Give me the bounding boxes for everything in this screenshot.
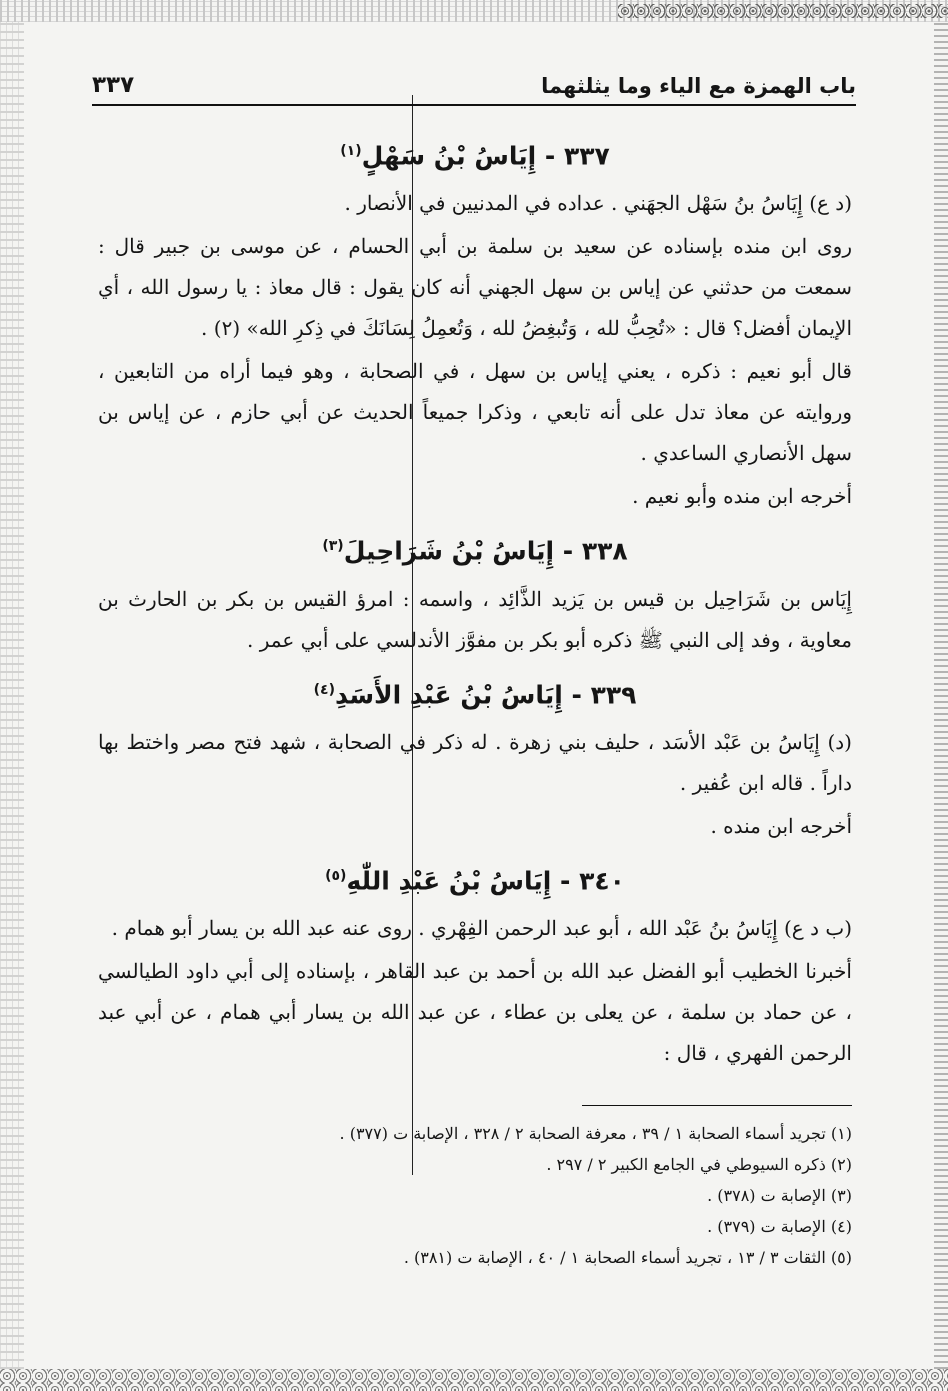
footnote: (٣) الإصابة ت (٣٧٨) . [707, 1186, 852, 1205]
chapter-title: باب الهمزة مع الياء وما يثلثهما [541, 74, 856, 98]
entry-338 [98, 527, 852, 660]
page-body [98, 122, 852, 1076]
paragraph: (د ع) إِيَاسُ بنُ سَهْل الجهَني . عداده في المدنيين في الأنصار . [344, 191, 852, 216]
footnote-separator [582, 1105, 852, 1106]
paragraph: قال أبو نعيم : ذكره ، يعني إياس بن سهل ، في الصحابة ، وهو فيما أراه من التابعين ، وروايته عن معاذ تدل على أنه تابعي ، وذكرا جميعاً الحديث عن أبي حازم ، عن إياس بن سهل الأنصاري الساعدي . [98, 359, 852, 466]
entry-heading: ٣٣٨ - إِيَاسُ بْنُ شَرَاحِيلَ [343, 536, 628, 566]
entry-title [98, 671, 852, 714]
entry-337 [98, 132, 852, 517]
footnote-ref: (١) [340, 143, 362, 159]
paragraph: إِيَاس بن شَرَاحِيل بن قيس بن يَزيد الذَّائِد ، واسمه : امرؤ القيس بن بكر بن الحارث بن معاوية ، وفد إلى النبي ﷺ ذكره أبو بكر بن مفوَّز الأندلسي على أبي عمر . [98, 586, 852, 652]
entry-title [98, 527, 852, 570]
entry-title [98, 857, 852, 900]
decorative-bottom-border [0, 1369, 948, 1391]
running-header [92, 70, 856, 106]
footnote: (٢) ذكره السيوطي في الجامع الكبير ٢ / ٢٩٧ . [546, 1155, 852, 1174]
footnote: (١) تجريد أسماء الصحابة ١ / ٣٩ ، معرفة الصحابة ٢ / ٣٢٨ ، الإصابة ت (٣٧٧) . [339, 1124, 852, 1143]
entry-340 [98, 857, 852, 1074]
paragraph: (ب د ع) إِيَاسُ بنُ عَبْد الله ، أبو عبد الرحمن الفِهْري . روى عنه عبد الله بن يسار أبو همام . [111, 916, 852, 941]
entry-heading: ٣٣٩ - إِيَاسُ بْنُ عَبْدِ الأَسَدِ [335, 679, 637, 709]
entry-heading: ٣٤٠ - إِيَاسُ بْنُ عَبْدِ اللّٰهِ [346, 866, 625, 896]
footnote-ref: (٤) [313, 681, 335, 698]
decorative-right-border [934, 22, 948, 1369]
paragraph: روى ابن منده بإسناده عن سعيد بن سلمة بن أبي الحسام ، عن موسى بن جبير قال : سمعت من حدثني عن إياس بن سهل الجهني أنه كان يقول : قال معاذ : يا رسول الله ، أي الإيمان أفضل؟ قال : «تُحِبُّ لله ، وَتُبغِضُ لله ، وَتُعمِلُ لِسَانَكَ في ذِكرِ الله» (٢) . [98, 234, 852, 341]
page-number: ٣٣٧ [92, 72, 135, 98]
footnote: (٤) الإصابة ت (٣٧٩) . [707, 1217, 852, 1236]
paragraph: (د) إِيَاسُ بن عَبْد الأسَد ، حليف بني زهرة . له ذكر في الصحابة ، شهد فتح مصر واختط بها داراً . قاله ابن عُفير . [98, 729, 852, 795]
decorative-top-border [0, 0, 948, 22]
footnotes [200, 1118, 852, 1273]
paragraph: أخبرنا الخطيب أبو الفضل عبد الله بن أحمد بن عبد القاهر ، بإسناده إلى أبي داود الطيالسي ، عن حماد بن سلمة ، عن يعلى بن عطاء ، عن عبد الله بن يسار أبي همام ، عن أبي عبد الرحمن الفهري ، قال : [98, 959, 852, 1066]
paragraph: أخرجه ابن منده . [710, 813, 852, 838]
entry-title [98, 132, 852, 175]
entry-339 [98, 671, 852, 847]
footnote: (٥) الثقات ٣ / ١٣ ، تجريد أسماء الصحابة ١ / ٤٠ ، الإصابة ت (٣٨١) . [403, 1248, 852, 1267]
footnote-ref: (٥) [325, 867, 347, 884]
entry-heading: ٣٣٧ - إِيَاسُ بْنُ سَهْلٍ [361, 141, 610, 171]
footnote-ref: (٣) [322, 538, 344, 555]
decorative-left-border [0, 22, 24, 1369]
paragraph: أخرجه ابن منده وأبو نعيم . [632, 484, 852, 509]
